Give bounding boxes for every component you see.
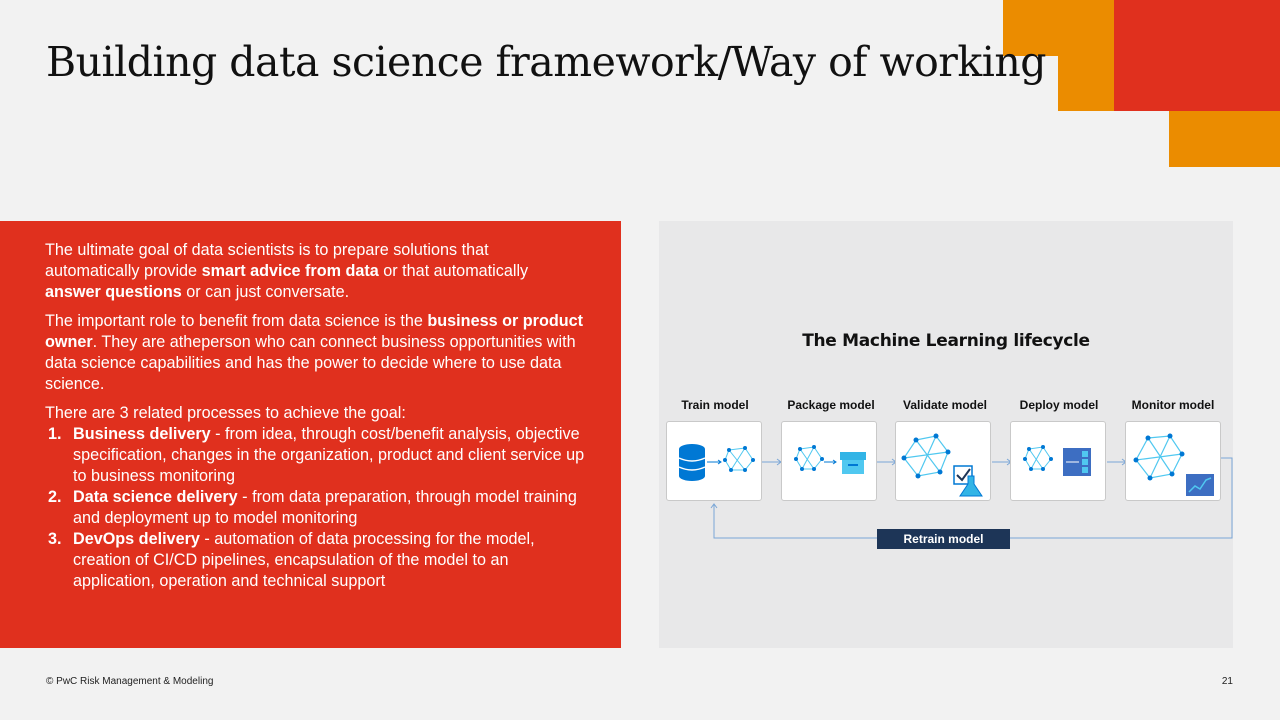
stage-train: [666, 421, 762, 501]
stage-validate: [895, 421, 991, 501]
retrain-model-label: Retrain model: [877, 529, 1010, 549]
list-item: 1. Business delivery - from idea, through cost/benefit analysis, objective specification, changes in the organization, product and client service up to business monitoring: [48, 425, 585, 485]
ml-lifecycle-diagram: [659, 221, 1233, 648]
database-network-icon: [667, 422, 763, 502]
network-deploy-icon: [1011, 422, 1107, 502]
stage-package: [781, 421, 877, 501]
stage-label-monitor: Monitor model: [1131, 398, 1215, 412]
list-item: 2. Data science delivery - from data preparation, through model training and deployment up to model monitoring: [48, 488, 577, 527]
page-number: 21: [1221, 676, 1233, 687]
stage-label-package: Package model: [787, 398, 875, 412]
stage-monitor: [1125, 421, 1221, 501]
network-package-icon: [782, 422, 878, 502]
stage-label-validate: Validate model: [902, 398, 988, 412]
stage-deploy: [1010, 421, 1106, 501]
paragraph-role: The important role to benefit from data science is the business or product owner. They are atheperson who can connect business opportunities with data science capabilities and has the power to decide where to use data science.: [45, 312, 584, 393]
process-list: [45, 424, 585, 592]
footer-copyright: © PwC Risk Management & Modeling: [46, 676, 214, 687]
diagram-title: The Machine Learning lifecycle: [802, 331, 1090, 351]
paragraph-processes-intro: There are 3 related processes to achieve the goal:: [45, 404, 406, 422]
network-chart-icon: [1126, 422, 1222, 502]
network-flask-icon: [896, 422, 992, 502]
slide-title: Building data science framework/Way of working: [46, 38, 1046, 86]
list-item: 3. DevOps delivery - automation of data processing for the model, creation of CI/CD pipelines, encapsulation of the model to an application, operation and technical support: [48, 530, 535, 590]
stage-label-train: Train model: [681, 398, 749, 412]
stage-label-deploy: Deploy model: [1019, 398, 1099, 412]
text-panel: [0, 221, 621, 648]
paragraph-goal: The ultimate goal of data scientists is to prepare solutions that automatically provide smart advice from data or that automatically answer questions or can just conversate.: [45, 241, 529, 301]
